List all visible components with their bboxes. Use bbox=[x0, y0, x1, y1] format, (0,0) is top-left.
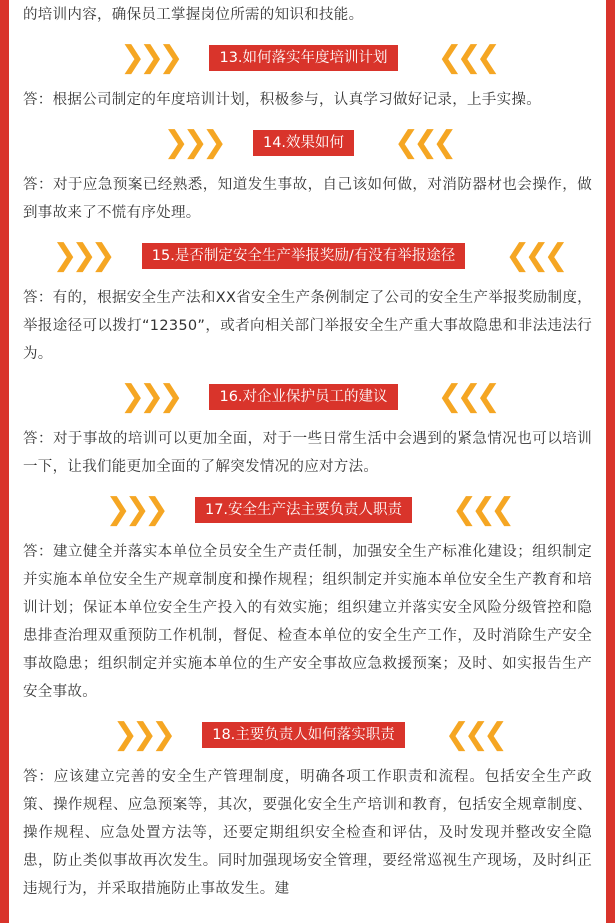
chevron-left-icon: ❮❮❮ bbox=[505, 238, 563, 273]
section-heading: 16.对企业保护员工的建议 bbox=[209, 384, 397, 410]
section-heading: 13.如何落实年度培训计划 bbox=[209, 45, 397, 71]
chevron-left-icon: ❮❮❮ bbox=[452, 492, 510, 527]
section-heading-row bbox=[23, 494, 592, 526]
answer-text: 答：有的，根据安全生产法和XX省安全生产条例制定了公司的安全生产举报奖励制度，举报途径可以拨打“12350”，或者向相关部门举报安全生产重大事故隐患和非法违法行为。 bbox=[23, 290, 592, 362]
chevron-left-icon: ❮❮❮ bbox=[394, 125, 452, 160]
section-heading: 15.是否制定安全生产举报奖励/有没有举报途径 bbox=[142, 243, 465, 269]
chevron-left-icon: ❮❮❮ bbox=[444, 717, 503, 752]
section-heading-row bbox=[23, 719, 592, 751]
answer-text: 答：对于事故的培训可以更加全面，对于一些日常生活中会遇到的紧急情况也可以培训一下，让我们能更加全面的了解突发情况的应对方法。 bbox=[23, 431, 592, 475]
answer-text: 答：根据公司制定的年度培训计划，积极参与，认真学习做好记录，上手实操。 bbox=[23, 92, 541, 108]
answer-text: 答：建立健全并落实本单位全员安全生产责任制，加强安全生产标准化建设；组织制定并实施本单位安全生产规章制度和操作规程；组织制定并实施本单位安全生产教育和培训计划；保证本单位安全生产投入的有效实施；组织建立并落实安全风险分级管控和隐患排查治理双重预防工作机制，督促、检查本单位的安全生产工作，及时消除生产安全事故隐患；组织制定并实施本单位的生产安全事故应急救援预案；及时、如实报告生产安全事故。 bbox=[23, 544, 592, 700]
section-heading-row bbox=[23, 42, 592, 74]
section-heading-row bbox=[23, 381, 592, 413]
chevron-right-icon: ❯❯❯ bbox=[163, 125, 221, 160]
section-heading: 18.主要负责人如何落实职责 bbox=[202, 722, 405, 748]
section-heading: 14.效果如何 bbox=[253, 130, 354, 156]
answer-text: 答：对于应急预案已经熟悉，知道发生事故，自己该如何做，对消防器材也会操作，做到事故来了不慌有序处理。 bbox=[23, 177, 592, 221]
chevron-right-icon: ❯❯❯ bbox=[120, 379, 178, 414]
section-heading-row bbox=[23, 240, 592, 272]
chevron-right-icon: ❯❯❯ bbox=[52, 238, 110, 273]
intro-text: 的培训内容，确保员工掌握岗位所需的知识和技能。 bbox=[23, 7, 364, 23]
section-heading-row bbox=[23, 127, 592, 159]
chevron-left-icon: ❮❮❮ bbox=[437, 40, 495, 75]
answer-text: 答：应该建立完善的安全生产管理制度，明确各项工作职责和流程。包括安全生产政策、操作规程、应急预案等，其次，要强化安全生产培训和教育，包括安全规章制度、操作规程、应急处置方法等，还要定期组织安全检查和评估，及时发现并整改安全隐患，防止类似事故再次发生。同时加强现场安全管理，要经常巡视生产现场，及时纠正违规行为，并采取措施防止事故发生。建 bbox=[23, 769, 592, 897]
chevron-right-icon: ❯❯❯ bbox=[120, 40, 178, 75]
article-content bbox=[9, 1, 606, 903]
chevron-left-icon: ❮❮❮ bbox=[437, 379, 495, 414]
chevron-right-icon: ❯❯❯ bbox=[112, 717, 171, 752]
chevron-right-icon: ❯❯❯ bbox=[105, 492, 163, 527]
section-heading: 17.安全生产法主要负责人职责 bbox=[195, 497, 412, 523]
